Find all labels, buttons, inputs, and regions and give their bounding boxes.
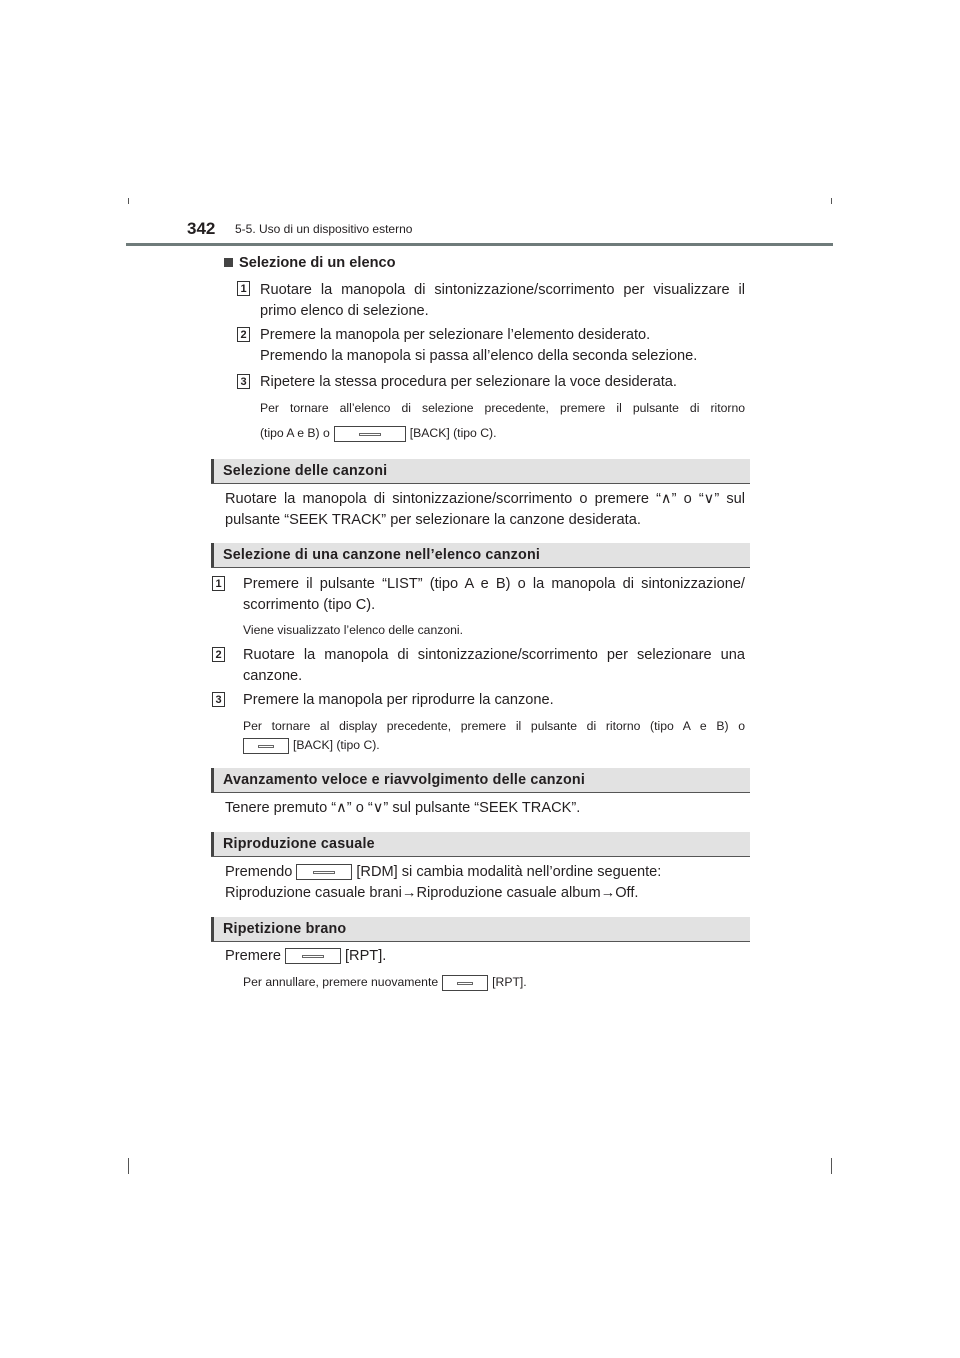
note-text: Per annullare, premere nuovamente [RPT]. [243,975,527,989]
step-text: Premere la manopola per riprodurre la canzone. [243,692,554,708]
step-number: 2 [212,647,225,662]
body-paragraph: Ruotare la manopola di sintonizzazione/scorrimento o premere “∧” o “∨” sul pulsante “SEEK TRACK” per selezionare la canzone desiderata. [225,491,745,528]
note-text: Per tornare al display precedente, premere il pulsante di ritorno (tipo A e B) o [243,719,745,733]
step-text: Ripetere la stessa procedura per selezionare la voce desiderata. [260,374,677,390]
step-text: Ruotare la manopola di sintonizzazione/scorrimento per visualizzare il primo elenco di selezione. [260,282,745,319]
step-number: 3 [212,692,225,707]
section-header: Selezione di una canzone nell’elenco canzoni [211,543,750,568]
section-header: Avanzamento veloce e riavvolgimento delle canzoni [211,768,750,793]
step-number: 1 [237,281,250,296]
section-header: Selezione delle canzoni [211,459,750,484]
crop-mark [831,1158,832,1174]
page-number: 342 [187,219,216,238]
crop-mark [831,198,832,204]
rpt-button-icon [285,948,341,964]
square-bullet-icon [224,258,233,267]
step-number: 2 [237,327,250,342]
step-number: 3 [237,374,250,389]
body-paragraph: Premere [RPT]. [225,948,387,964]
rdm-button-icon [296,864,352,880]
section-header: Ripetizione brano [211,917,750,942]
note-text: Per tornare all’elenco di selezione precedente, premere il pulsante di ritorno [260,401,745,415]
back-button-icon [243,738,289,754]
body-paragraph: Tenere premuto “∧” o “∨” sul pulsante “SEEK TRACK”. [225,800,581,816]
step-text: Ruotare la manopola di sintonizzazione/scorrimento per selezionare una canzone. [243,647,745,684]
subsection-title: Selezione di un elenco [224,255,396,271]
step-text: Premere il pulsante “LIST” (tipo A e B) o la manopola di sintonizzazione/ scorrimento (tipo C). [243,576,745,613]
section-breadcrumb: 5-5. Uso di un dispositivo esterno [235,222,413,236]
header-rule [126,243,833,246]
section-header: Riproduzione casuale [211,832,750,857]
step-text: Premere la manopola per selezionare l’elemento desiderato. Premendo la manopola si passa all’elenco della seconda selezione. [260,327,698,364]
rpt-button-icon [442,975,488,991]
body-paragraph: Premendo [RDM] si cambia modalità nell’ordine seguente: Riproduzione casuale brani→Riproduzione casuale album→Off. [225,864,662,901]
crop-mark [128,198,129,204]
step-number: 1 [212,576,225,591]
crop-mark [128,1158,129,1174]
back-button-icon [334,426,406,442]
note-text: (tipo A e B) o [BACK] (tipo C). [260,426,497,440]
note-text: Viene visualizzato l’elenco delle canzoni. [243,623,463,637]
note-text: [BACK] (tipo C). [243,737,380,754]
